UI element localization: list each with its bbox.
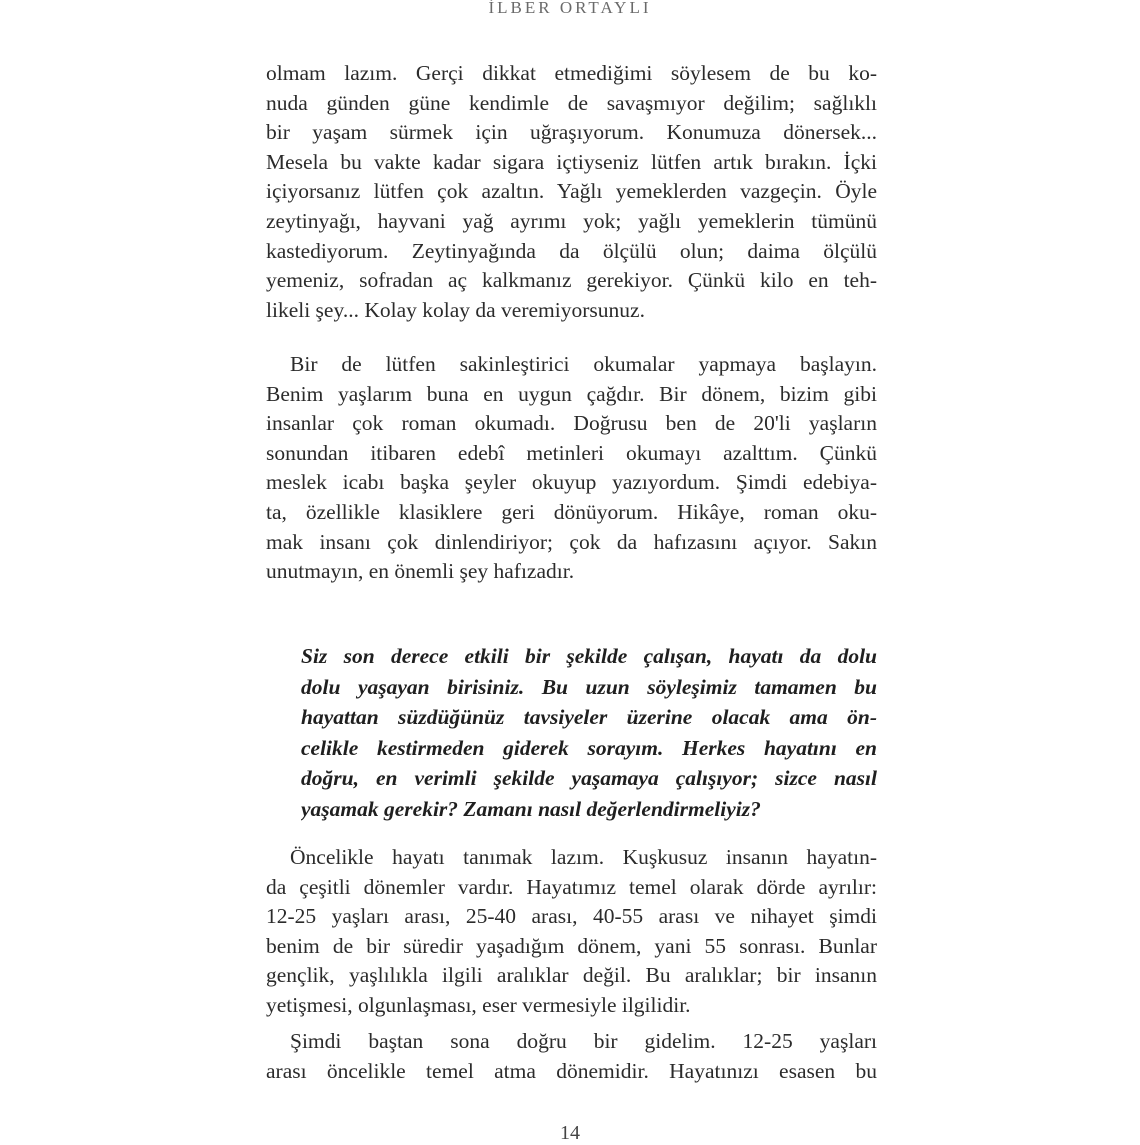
question-line: celikle kestirmeden giderek sorayım. Herkes hayatını en: [301, 735, 877, 760]
text-line: yetişmesi, olgunlaşması, eser vermesiyle ilgilidir.: [266, 992, 691, 1017]
question-line: yaşamak gerekir? Zamanı nasıl değerlendirmeliyiz?: [301, 796, 761, 821]
text-line: mak insanı çok dinlendiriyor; çok da hafızasını açıyor. Sakın: [266, 529, 877, 554]
running-header-author: İLBER ORTAYLI: [488, 0, 652, 17]
question-line: Siz son derece etkili bir şekilde çalışan, hayatı da dolu: [301, 644, 877, 668]
question-line: hayattan süzdüğünüz tavsiyeler üzerine olacak ama ön-: [301, 705, 877, 729]
text-line: meslek icabı başka şeyler okuyup yazıyordum. Şimdi edebiya-: [266, 470, 877, 495]
text-line: arası öncelikle temel atma dönemidir. Hayatınızı esasen bu: [266, 1058, 877, 1083]
paragraph-reading-advice: [266, 350, 877, 587]
question-line: dolu yaşayan birisiniz. Bu uzun söyleşimiz tamamen bu: [301, 674, 877, 699]
text-line: bir yaşam sürmek için uğraşıyorum. Konumuza dönersek...: [266, 120, 877, 145]
text-line: Şimdi baştan sona doğru bir gidelim. 12-25 yaşları: [290, 1029, 877, 1053]
text-line: yemeniz, sofradan aç kalkmanız gerekiyor. Çünkü kilo en teh-: [266, 268, 877, 293]
text-line: nuda günden güne kendimle de savaşmıyor değilim; sağlıklı: [266, 90, 877, 115]
text-line: Bir de lütfen sakinleştirici okumalar yapmaya başlayın.: [290, 352, 877, 376]
text-line: insanlar çok roman okumadı. Doğrusu ben de 20'li yaşların: [266, 411, 877, 436]
paragraph-continuation: [266, 1027, 877, 1086]
interview-question: [301, 641, 877, 824]
text-line: gençlik, yaşlılıkla ilgili aralıklar değil. Bu aralıklar; bir insanın: [266, 963, 877, 988]
text-line: ta, özellikle klasiklere geri dönüyorum. Hikâye, roman oku-: [266, 499, 877, 524]
text-line: benim de bir süredir yaşadığım dönem, yani 55 sonrası. Bunlar: [266, 933, 877, 958]
text-line: Öncelikle hayatı tanımak lazım. Kuşkusuz insanın hayatın-: [290, 845, 877, 869]
text-line: Benim yaşlarım buna en uygun çağdır. Bir dönem, bizim gibi: [266, 381, 877, 406]
text-line: olmam lazım. Gerçi dikkat etmediğimi söylesem de bu ko-: [266, 61, 877, 85]
text-line: kastediyorum. Zeytinyağında da ölçülü olun; daima ölçülü: [266, 238, 877, 263]
paragraph-answer: [266, 843, 877, 1021]
text-line: unutmayın, en önemli şey hafızadır.: [266, 559, 575, 584]
text-line: zeytinyağı, hayvani yağ ayrımı yok; yağlı yemeklerin tümünü: [266, 208, 877, 233]
paragraph-continued: [266, 59, 877, 325]
text-line: içiyorsanız lütfen çok azaltın. Yağlı yemeklerden vazgeçin. Öyle: [266, 179, 877, 204]
text-line: 12-25 yaşları arası, 25-40 arası, 40-55 arası ve nihayet şimdi: [266, 904, 877, 929]
text-line: da çeşitli dönemler vardır. Hayatımız temel olarak dörde ayrılır:: [266, 874, 877, 899]
question-line: doğru, en verimli şekilde yaşamaya çalışıyor; sizce nasıl: [301, 766, 877, 790]
page-number: 14: [560, 1122, 580, 1144]
text-line: likeli şey... Kolay kolay da veremiyorsunuz.: [266, 297, 645, 322]
text-line: sonundan itibaren edebî metinleri okumayı azalttım. Çünkü: [266, 440, 877, 465]
text-line: Mesela bu vakte kadar sigara içtiyseniz lütfen artık bırakın. İçki: [266, 149, 877, 174]
